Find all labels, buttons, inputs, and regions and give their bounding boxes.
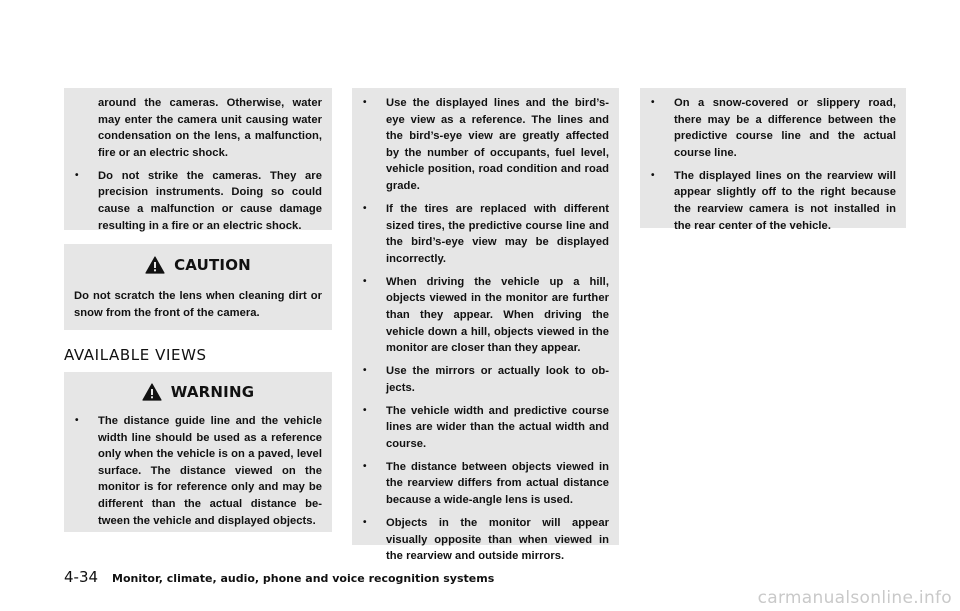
list-item: • The vehicle width and predictive course lines are wider than the actual width and course. — [362, 403, 609, 453]
list-item: • Do not strike the cameras. They are precision instruments. Doing so could cause a malfunction or cause damage resulting in a fire or an electric shock. — [74, 168, 322, 234]
list-item: • On a snow-covered or slippery road, there may be a difference between the predictive course line and the actual course line. — [650, 95, 896, 161]
caution-header — [74, 256, 322, 274]
page-number: 4-34 — [64, 568, 99, 586]
warning-box-continued — [64, 88, 332, 230]
chapter-title: Monitor, climate, audio, phone and voice recognition systems — [112, 572, 495, 585]
list-item: • The distance guide line and the vehicle width line should be used as a reference only when the vehicle is on a paved, level surface. The distance viewed on the monitor is for reference only and may be different than the actual distance be-tween the vehicle and displayed objects. — [74, 413, 322, 529]
warning-box-column-2 — [352, 88, 619, 563]
caution-box — [64, 244, 332, 330]
list-item: • If the tires are replaced with different sized tires, the predictive course line and the bird’s-eye view may be displayed incorrectly. — [362, 201, 609, 267]
bullet-list — [362, 95, 609, 565]
list-item: • When driving the vehicle up a hill, objects viewed in the monitor are further than they appear. When driving the vehicle down a hill, objects viewed in the monitor are closer than they appear. — [362, 274, 609, 357]
continued-text: around the cameras. Otherwise, water may enter the camera unit causing water condensation on the lens, a malfunction, fire or an electric shock. — [98, 97, 322, 159]
list-item: • The displayed lines on the rearview will appear slightly off to the right because the rearview camera is not installed in the rear center of the vehicle. — [650, 168, 896, 234]
warning-box-column-3 — [640, 88, 906, 232]
bullet-list — [74, 413, 322, 529]
section-title: AVAILABLE VIEWS — [64, 346, 207, 364]
list-item: • The distance between objects viewed in the rearview differs from actual distance because a wide-angle lens is used. — [362, 459, 609, 509]
warning-header — [74, 383, 322, 401]
page-footer — [64, 568, 494, 586]
bullet-list — [650, 95, 896, 234]
warning-triangle-icon — [142, 383, 162, 401]
warning-triangle-icon — [145, 256, 165, 274]
watermark: carmanualsonline.info — [757, 588, 952, 608]
warning-title: WARNING — [170, 382, 255, 401]
list-item: • Use the displayed lines and the bird’s-eye view as a reference. The lines and the bird’s-eye view are greatly affected by the number of occupants, fuel level, vehicle position, road condition and road grade. — [362, 95, 609, 195]
warning-box — [64, 372, 332, 532]
caution-title: CAUTION — [174, 255, 251, 274]
caution-text: Do not scratch the lens when cleaning dirt or snow from the front of the camera. — [74, 290, 322, 319]
bullet-list — [74, 168, 322, 234]
list-item: • Use the mirrors or actually look to ob-jects. — [362, 363, 609, 396]
list-item: • Objects in the monitor will appear visually opposite than when viewed in the rearview and outside mirrors. — [362, 515, 609, 565]
